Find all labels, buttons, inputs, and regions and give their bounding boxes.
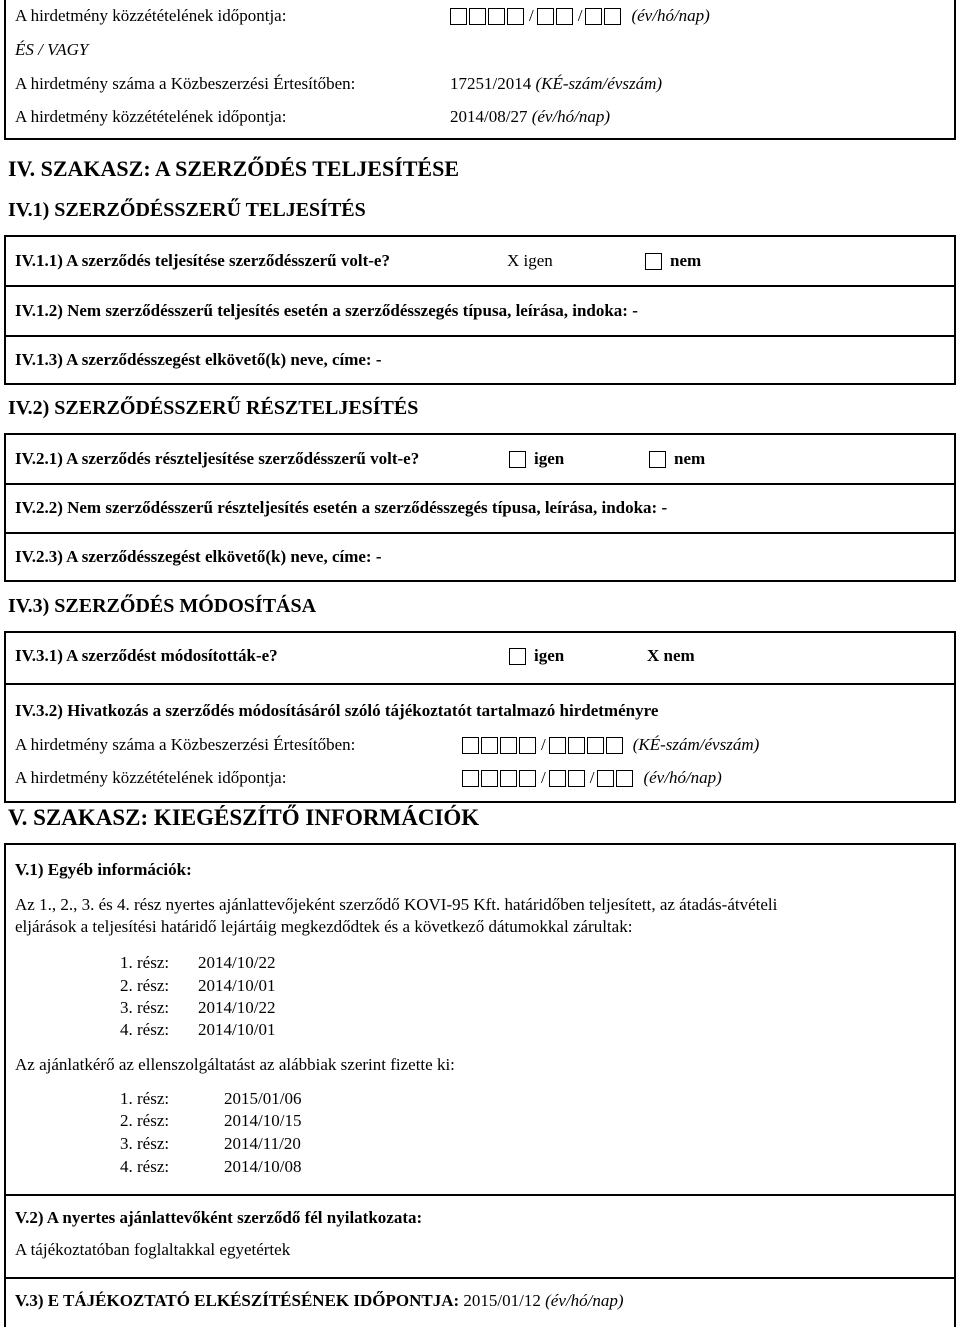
- date-digit-box[interactable]: [585, 8, 602, 25]
- part-date: 2014/10/22: [198, 998, 276, 1017]
- question-iv-1-3: IV.1.3) A szerződésszegést elkövető(k) neve, címe: -: [15, 350, 382, 369]
- date-digit-box[interactable]: [549, 770, 566, 787]
- iv-3-2-number-boxes: [462, 735, 759, 755]
- checkbox-icon[interactable]: [509, 648, 526, 665]
- answer-label: igen: [534, 646, 565, 665]
- paragraph-v-1-line-2: eljárások a teljesítési határidő lejártáig megkezdődtek és a következő dátumokkal zárultak:: [15, 917, 633, 936]
- question-iv-2-3: IV.2.3) A szerződésszegést elkövető(k) neve, címe: -: [15, 547, 382, 566]
- question-iv-3-1: IV.3.1) A szerződést módosították-e?: [15, 646, 278, 665]
- answer-iv-3-1-yes[interactable]: [509, 646, 564, 666]
- digit-box[interactable]: [500, 737, 517, 754]
- top-label-2: A hirdetmény száma a Közbeszerzési Értesítőben:: [15, 74, 356, 93]
- digit-box[interactable]: [519, 737, 536, 754]
- digit-box[interactable]: [606, 737, 623, 754]
- part-date: 2015/01/06: [224, 1089, 302, 1108]
- date-digit-box[interactable]: [616, 770, 633, 787]
- date-digit-box[interactable]: [507, 8, 524, 25]
- date-digit-box[interactable]: [604, 8, 621, 25]
- top-label-3: A hirdetmény közzétételének időpontja:: [15, 107, 287, 126]
- list-item: [198, 953, 275, 973]
- digit-box[interactable]: [549, 737, 566, 754]
- checkbox-icon[interactable]: [649, 451, 666, 468]
- list-item: [120, 1157, 169, 1177]
- unit-label: (KÉ-szám/évszám): [535, 74, 663, 93]
- question-iv-1-1: IV.1.1) A szerződés teljesítése szerződésszerű volt-e?: [15, 251, 390, 270]
- divider: [4, 1277, 956, 1279]
- part-label: 4. rész:: [120, 1157, 170, 1176]
- date-digit-box[interactable]: [537, 8, 554, 25]
- list-item: [198, 998, 275, 1018]
- date-digit-box[interactable]: [488, 8, 505, 25]
- slash: /: [589, 768, 595, 787]
- part-date: 2014/10/01: [198, 976, 276, 995]
- iv-3-2-date-boxes: [462, 768, 722, 788]
- part-label: 3. rész:: [120, 998, 170, 1017]
- slash: /: [541, 735, 546, 754]
- date-digit-box[interactable]: [450, 8, 467, 25]
- list-item: [120, 953, 169, 973]
- unit-label: (év/hó/nap): [545, 1291, 624, 1310]
- divider: [4, 335, 956, 337]
- slash: /: [577, 6, 583, 25]
- iv-3-2-label-2: A hirdetmény közzétételének időpontja:: [15, 768, 287, 787]
- part-date: 2014/11/20: [224, 1134, 301, 1153]
- unit-label: (év/hó/nap): [631, 6, 710, 25]
- list-item: [120, 1020, 169, 1040]
- v-3-row: [15, 1291, 623, 1311]
- unit-label: (év/hó/nap): [643, 768, 722, 787]
- heading-iv-3: IV.3) SZERZŐDÉS MÓDOSÍTÁSA: [8, 595, 317, 617]
- slash: /: [541, 768, 546, 787]
- date-digit-box[interactable]: [597, 770, 614, 787]
- declaration-text: A tájékoztatóban foglaltakkal egyetértek: [15, 1240, 291, 1259]
- date-digit-box[interactable]: [556, 8, 573, 25]
- divider: [4, 285, 956, 287]
- answer-label: igen: [534, 449, 565, 468]
- checkbox-icon[interactable]: [645, 253, 662, 270]
- part-date: 2014/10/01: [198, 1020, 276, 1039]
- question-iv-2-1: IV.2.1) A szerződés részteljesítése szerződésszerű volt-e?: [15, 449, 420, 468]
- part-label: 4. rész:: [120, 1020, 170, 1039]
- list-item: [198, 1020, 275, 1040]
- answer-iv-2-1-no[interactable]: [649, 449, 705, 469]
- list-item: [224, 1111, 301, 1131]
- top-label-1: A hirdetmény közzétételének időpontja:: [15, 6, 287, 25]
- divider: [4, 1194, 956, 1196]
- paragraph-v-1-line-1: Az 1., 2., 3. és 4. rész nyertes ajánlattevőjeként szerződő KOVI-95 Kft. határidőben teljesített, az átadás-átvételi: [15, 895, 778, 914]
- slash: /: [529, 6, 534, 25]
- notice-number: 17251/2014: [450, 74, 532, 93]
- paragraph-v-1-payment: Az ajánlatkérő az ellenszolgáltatást az alábbiak szerint fizette ki:: [15, 1055, 455, 1074]
- list-item: [120, 1134, 169, 1154]
- unit-label: (év/hó/nap): [531, 107, 611, 126]
- answer-iv-1-1-no[interactable]: [645, 251, 701, 271]
- part-date: 2014/10/22: [198, 953, 276, 972]
- date-digit-box[interactable]: [481, 770, 498, 787]
- list-item: [120, 976, 169, 996]
- digit-box[interactable]: [568, 737, 585, 754]
- part-label: 1. rész:: [120, 1089, 170, 1108]
- question-iv-3-2: IV.3.2) Hivatkozás a szerződés módosításáról szóló tájékoztatót tartalmazó hirdetményre: [15, 701, 659, 720]
- heading-v-3: V.3) E TÁJÉKOZTATÓ ELKÉSZÍTÉSÉNEK IDŐPONTJA:: [15, 1291, 460, 1310]
- part-date: 2014/10/08: [224, 1157, 302, 1176]
- preparation-date: 2015/01/12: [463, 1291, 541, 1310]
- question-iv-1-2: IV.1.2) Nem szerződésszerű teljesítés esetén a szerződésszegés típusa, leírása, indoka: -: [15, 301, 638, 320]
- checkbox-icon[interactable]: [509, 451, 526, 468]
- digit-box[interactable]: [462, 737, 479, 754]
- divider: [4, 683, 956, 685]
- list-item: [224, 1157, 301, 1177]
- date-digit-box[interactable]: [500, 770, 517, 787]
- iv-3-2-label-1: A hirdetmény száma a Közbeszerzési Értesítőben:: [15, 735, 356, 754]
- answer-iv-2-1-yes[interactable]: [509, 449, 564, 469]
- date-digit-box[interactable]: [469, 8, 486, 25]
- list-item: [198, 976, 275, 996]
- heading-v-2: V.2) A nyertes ajánlattevőként szerződő fél nyilatkozata:: [15, 1208, 423, 1227]
- divider: [4, 483, 956, 485]
- top-value-3: [450, 107, 610, 127]
- part-date: 2014/10/15: [224, 1111, 302, 1130]
- list-item: [224, 1134, 301, 1154]
- top-value-2: [450, 74, 662, 94]
- digit-box[interactable]: [481, 737, 498, 754]
- part-label: 3. rész:: [120, 1134, 170, 1153]
- unit-label: (KÉ-szám/évszám): [632, 735, 760, 754]
- heading-iv-1: IV.1) SZERZŐDÉSSZERŰ TELJESÍTÉS: [8, 199, 366, 221]
- list-item: [120, 1089, 169, 1109]
- part-label: 2. rész:: [120, 1111, 170, 1130]
- divider: [4, 532, 956, 534]
- top-date-boxes-1: [450, 6, 710, 26]
- list-item: [224, 1089, 301, 1109]
- section-iv-title: IV. SZAKASZ: A SZERZŐDÉS TELJESÍTÉSE: [8, 156, 460, 181]
- and-or-label: ÉS / VAGY: [15, 40, 89, 59]
- heading-v-1: V.1) Egyéb információk:: [15, 860, 192, 879]
- digit-box[interactable]: [587, 737, 604, 754]
- list-item: [120, 1111, 169, 1131]
- section-v-title: V. SZAKASZ: KIEGÉSZÍTŐ INFORMÁCIÓK: [8, 805, 480, 830]
- date-digit-box[interactable]: [462, 770, 479, 787]
- answer-label: nem: [670, 251, 702, 270]
- date-digit-box[interactable]: [519, 770, 536, 787]
- answer-label: nem: [674, 449, 706, 468]
- date-digit-box[interactable]: [568, 770, 585, 787]
- heading-iv-2: IV.2) SZERZŐDÉSSZERŰ RÉSZTELJESÍTÉS: [8, 397, 419, 419]
- publication-date: 2014/08/27: [450, 107, 528, 126]
- answer-iv-3-1-no[interactable]: X nem: [647, 646, 695, 665]
- part-label: 2. rész:: [120, 976, 170, 995]
- question-iv-2-2: IV.2.2) Nem szerződésszerű részteljesítés esetén a szerződésszegés típusa, leírása, indoka: -: [15, 498, 668, 517]
- list-item: [120, 998, 169, 1018]
- answer-iv-1-1-yes[interactable]: X igen: [507, 251, 553, 270]
- part-label: 1. rész:: [120, 953, 170, 972]
